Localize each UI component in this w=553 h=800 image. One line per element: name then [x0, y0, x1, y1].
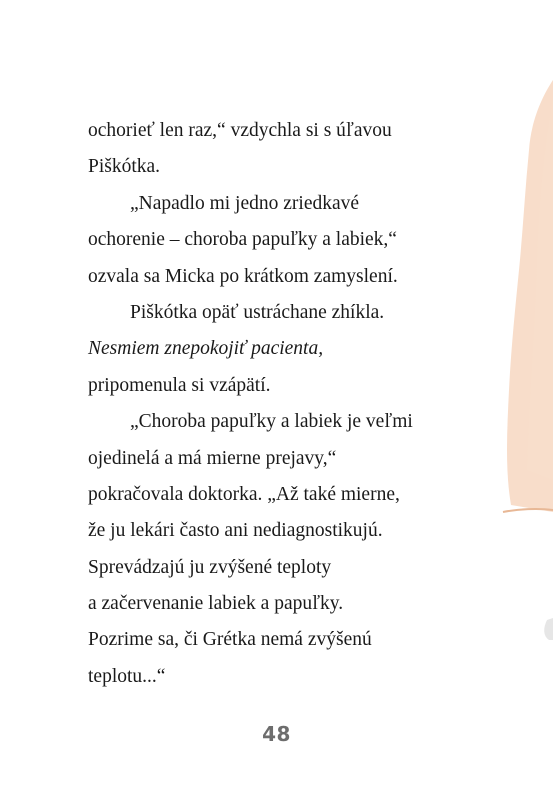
text-line: Piškótka.: [88, 156, 161, 178]
body-text: [88, 113, 508, 695]
text-line: ochorieť len raz,“ vzdychla si s úľavou: [88, 120, 392, 141]
text-line-italic: Nesmiem znepokojiť pacienta,: [88, 338, 324, 360]
text-line: Piškótka opäť ustráchane zhíkla.: [130, 301, 385, 323]
text-line: Sprevádzajú ju zvýšené teploty: [88, 556, 332, 578]
text-line: Pozrime sa, či Grétka nemá zvýšenú: [88, 629, 372, 651]
text-line: pokračovala doktorka. „Až také mierne,: [88, 483, 400, 505]
text-line: ozvala sa Micka po krátkom zamyslení.: [88, 265, 398, 287]
text-line: a začervenanie labiek a papuľky.: [88, 593, 344, 615]
page-number: 48: [262, 722, 291, 746]
text-line: ojedinelá a má mierne prejavy,“: [88, 447, 337, 469]
text-line: „Napadlo mi jedno zriedkavé: [130, 192, 360, 214]
text-line: „Choroba papuľky a labiek je veľmi: [130, 411, 413, 433]
text-line: že ju lekári často ani nediagnostikujú.: [88, 520, 383, 542]
watercolor-spot: [544, 618, 553, 640]
text-line: pripomenula si vzápätí.: [88, 374, 271, 396]
text-line: teplotu...“: [88, 665, 166, 687]
text-line: ochorenie – choroba papuľky a labiek,“: [88, 229, 397, 251]
